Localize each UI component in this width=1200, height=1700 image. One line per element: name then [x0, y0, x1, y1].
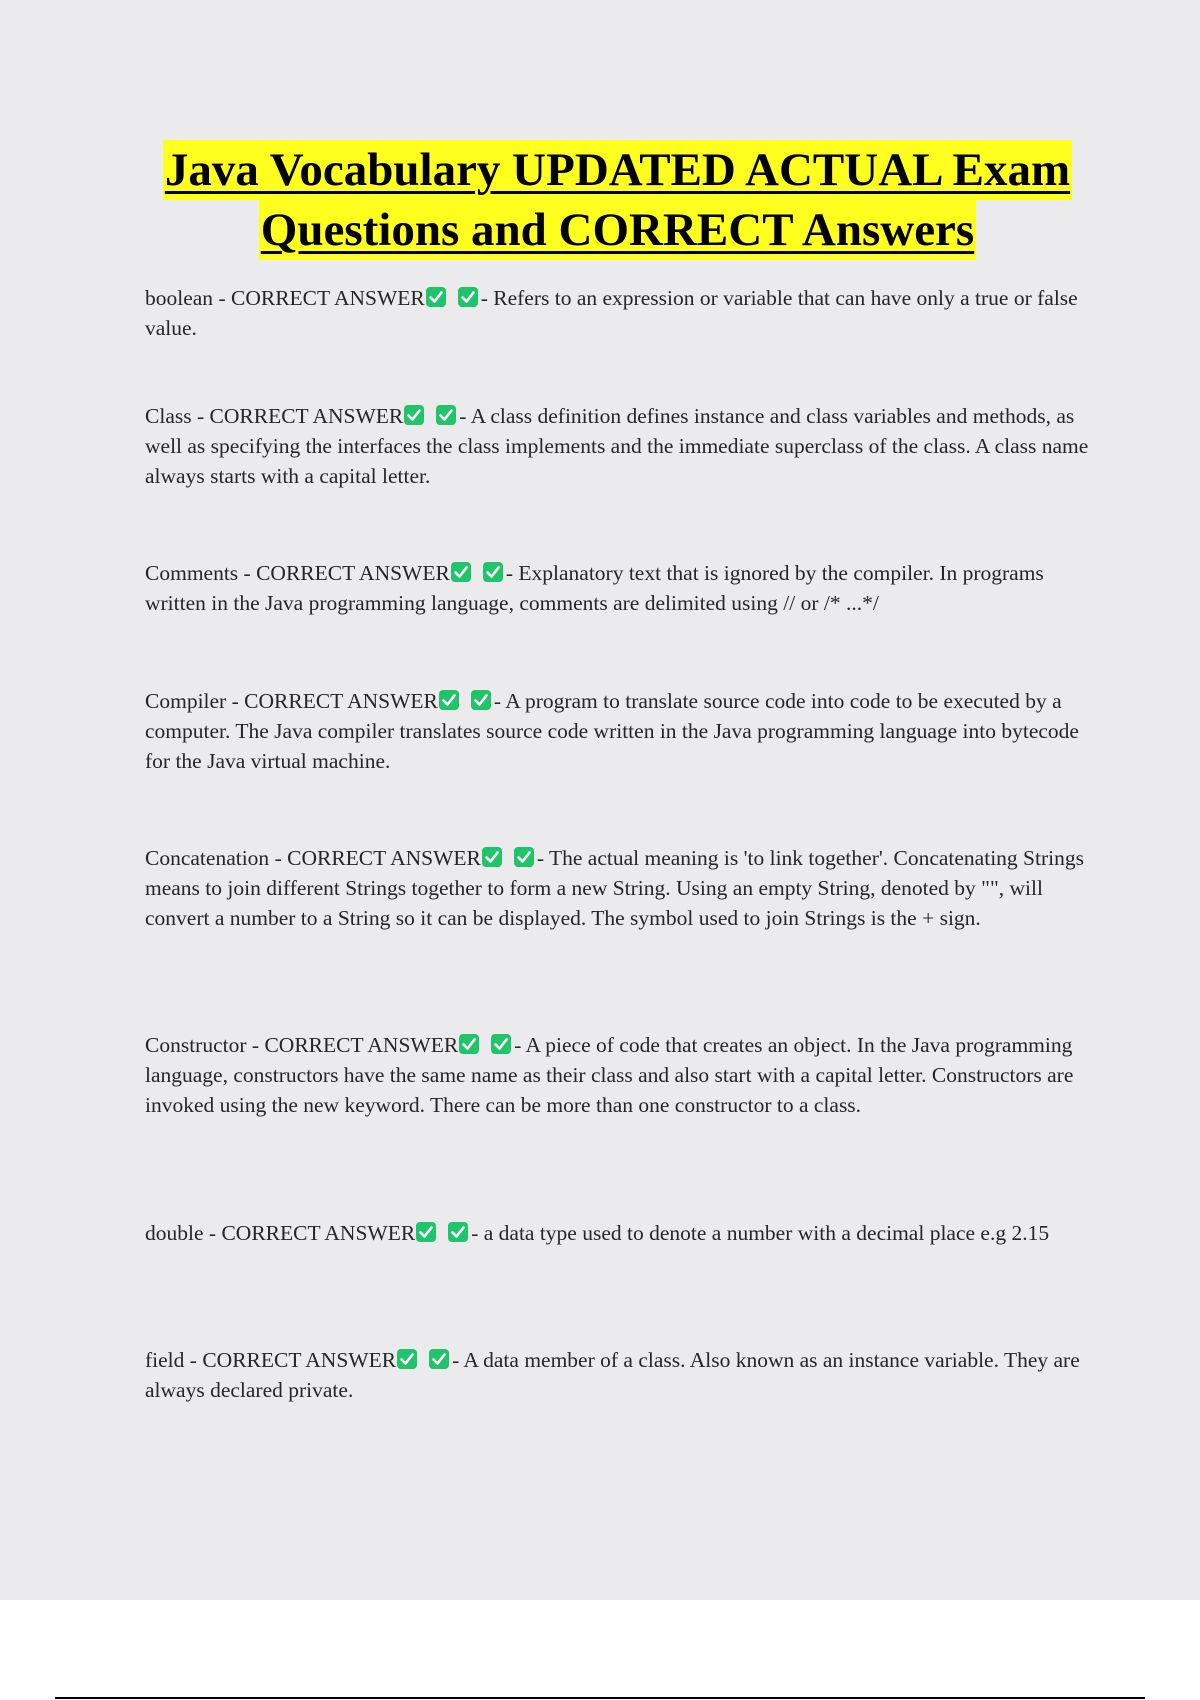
green-check-icon — [513, 846, 535, 868]
entry-term: Class — [145, 404, 192, 428]
answer-marker: CORRECT ANSWER — [230, 286, 425, 310]
entry-term: Compiler — [145, 689, 227, 713]
answer-marker: CORRECT ANSWER — [264, 1033, 459, 1057]
entry-term: Comments — [145, 561, 239, 585]
green-check-icon — [415, 1221, 437, 1243]
entry-definition: A class definition defines instance and class variables and methods, as well as specifying the interfaces the class implements and the immediate superclass of the class. A class name always starts with a capital letter. — [145, 404, 1089, 488]
vocab-entry-class: Class - CORRECT ANSWER - A class definition defines instance and class variables and methods, as well as specifying the interfaces the class implements and the immediate superclass of the class. A class name always starts with a capital letter. — [145, 404, 1089, 488]
title-line-2: Questions and CORRECT Answers — [259, 200, 976, 260]
answer-marker: CORRECT ANSWER — [244, 689, 438, 713]
green-check-icon — [447, 1221, 469, 1243]
entry-definition: a data type used to denote a number with a decimal place e.g 2.15 — [483, 1221, 1050, 1245]
entry-term: Constructor — [145, 1033, 247, 1057]
vocab-entry-boolean: boolean - CORRECT ANSWER - Refers to an expression or variable that can have only a true or false value. — [145, 286, 1078, 340]
answer-marker: CORRECT ANSWER — [202, 1348, 397, 1372]
green-check-icon — [396, 1348, 418, 1370]
green-check-icon — [425, 286, 447, 308]
green-check-icon — [470, 689, 492, 711]
green-check-icon — [490, 1033, 512, 1055]
green-check-icon — [458, 1033, 480, 1055]
vocab-entry-concatenation: Concatenation - CORRECT ANSWER - The actual meaning is 'to link together'. Concatenating Strings means to join different Strings together to form a new String. Using an empty String, denoted by "", will convert a number to a String so it can be displayed. The symbol used to join Strings is the + sign. — [145, 846, 1084, 930]
vocab-entry-field: field - CORRECT ANSWER - A data member of a class. Also known as an instance variable. They are always declared private. — [145, 1348, 1080, 1402]
entry-term: double — [145, 1221, 204, 1245]
green-check-icon — [403, 404, 425, 426]
vocabulary-list — [145, 283, 1095, 1409]
vocab-entry-comments: Comments - CORRECT ANSWER - Explanatory text that is ignored by the compiler. In programs written in the Java programming language, comments are delimited using // or /* ...*/ — [145, 561, 1044, 615]
title-line-1: Java Vocabulary UPDATED ACTUAL Exam — [163, 140, 1072, 200]
green-check-icon — [482, 561, 504, 583]
green-check-icon — [450, 561, 472, 583]
entry-term: boolean — [145, 286, 214, 310]
answer-marker: CORRECT ANSWER — [221, 1221, 416, 1245]
answer-marker: CORRECT ANSWER — [256, 561, 450, 585]
green-check-icon — [457, 286, 479, 308]
vocab-entry-double: double - CORRECT ANSWER - a data type used to denote a number with a decimal place e.g 2.15 — [145, 1221, 1050, 1245]
vocab-entry-constructor: Constructor - CORRECT ANSWER - A piece of code that creates an object. In the Java programming language, constructors have the same name as their class and also start with a capital letter. Constructors are invoked using the new keyword. There can be more than one constructor to a class. — [145, 1033, 1074, 1117]
green-check-icon — [428, 1348, 450, 1370]
entry-definition: Refers to an expression or variable that can have only a true or false value. — [145, 286, 1078, 340]
entry-definition: Explanatory text that is ignored by the compiler. In programs written in the Java programming language, comments are delimited using // or /* ...*/ — [145, 561, 1044, 615]
entry-definition: A piece of code that creates an object. In the Java programming language, constructors have the same name as their class and also start with a capital letter. Constructors are invoked using the new keyword. There can be more than one constructor to a class. — [145, 1033, 1074, 1117]
vocab-entry-compiler: Compiler - CORRECT ANSWER - A program to translate source code into code to be executed by a computer. The Java compiler translates source code written in the Java programming language into bytecode for the Java virtual machine. — [145, 689, 1079, 773]
entry-term: field — [145, 1348, 185, 1372]
page-title — [80, 140, 1155, 260]
entry-term: Concatenation — [145, 846, 270, 870]
footer-rule — [55, 1697, 1145, 1699]
green-check-icon — [435, 404, 457, 426]
entry-definition: The actual meaning is 'to link together'. Concatenating Strings means to join different Strings together to form a new String. Using an empty String, denoted by "", will convert a number to a String so it can be displayed. The symbol used to join Strings is the + sign. — [145, 846, 1084, 930]
green-check-icon — [438, 689, 460, 711]
green-check-icon — [481, 846, 503, 868]
entry-definition: A program to translate source code into code to be executed by a computer. The Java compiler translates source code written in the Java programming language into bytecode for the Java virtual machine. — [145, 689, 1079, 773]
entry-definition: A data member of a class. Also known as an instance variable. They are always declared private. — [145, 1348, 1080, 1402]
answer-marker: CORRECT ANSWER — [209, 404, 404, 428]
answer-marker: CORRECT ANSWER — [287, 846, 481, 870]
